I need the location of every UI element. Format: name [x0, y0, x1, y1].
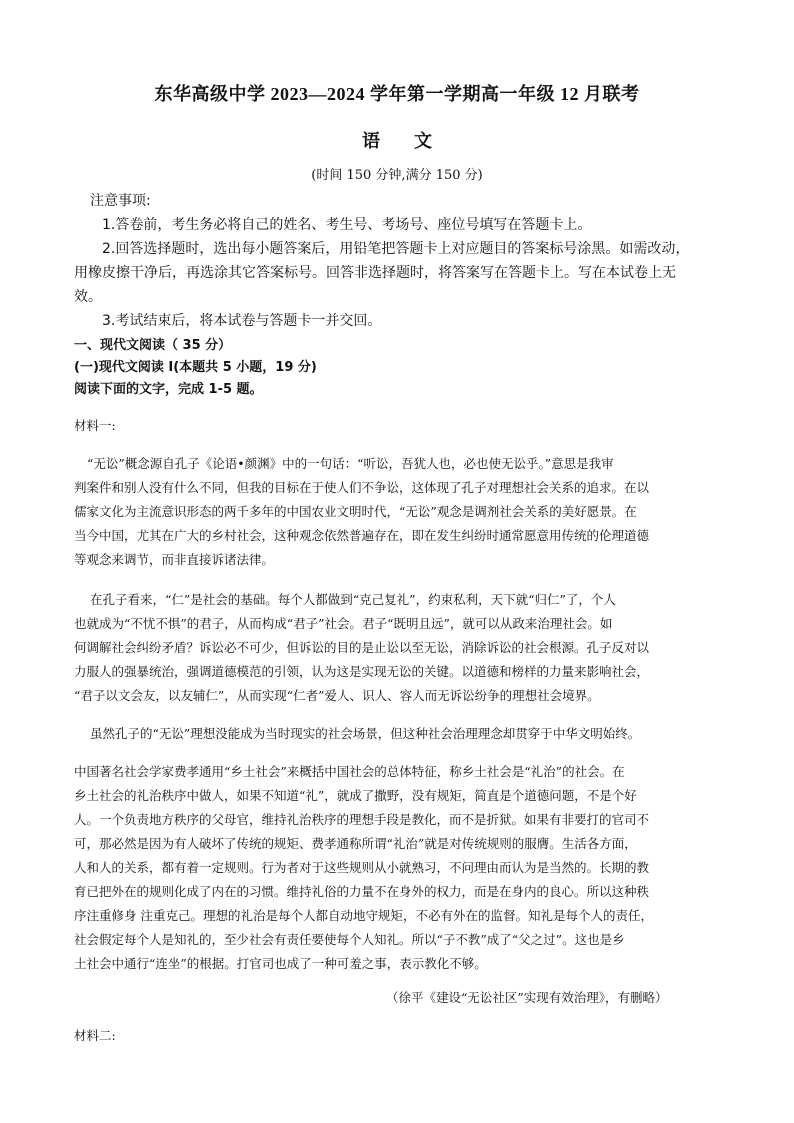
- paragraph-line: 在孔子看来，“仁”是社会的基础。每个人都做到“克己复礼”，约束私利，天下就“归仁”了，个人: [90, 592, 616, 607]
- time-info: (时间 150 分钟,满分 150 分): [311, 168, 483, 183]
- section-instruction: 阅读下面的文字，完成 1-5 题。: [74, 382, 263, 397]
- paragraph-line: 等观念来调节，而非直接诉诸法律。: [74, 552, 275, 567]
- notice-line: 用橡皮擦干净后，再选涂其它答案标号。回答非选择题时，将答案写在答题卡上。写在本试卷上无: [74, 265, 676, 281]
- paragraph-line: 也就成为“不忧不惧”的君子，从而构成“君子”社会。君子“既明且远”，就可以从政来治理社会。如: [74, 616, 613, 631]
- subject-title: 语文: [362, 131, 466, 152]
- paragraph-line: 社会假定每个人是知礼的，至少社会有责任要使每个人知礼。所以“子不教”成了“父之过”。这也是乡: [74, 932, 625, 947]
- paragraph-line: 判案件和别人没有什么不同，但我的目标在于使人们不争讼，这体现了孔子对理想社会关系的追求。在以: [74, 480, 650, 495]
- section-heading: 一、现代文阅读（ 35 分）: [74, 338, 232, 353]
- notice-line: 2.回答选择题时，选出每小题答案后，用铅笔把答题卡上对应题目的答案标号涂黑。如需改动，: [102, 241, 690, 257]
- paragraph-line: 人。一个负责地方秩序的父母官，维持礼治秩序的理想手段是教化，而不是折狱。如果有非要打的官司不: [74, 812, 650, 827]
- paragraph-line: 土社会中通行“连坐”的根据。打官司也成了一种可羞之事，表示教化不够。: [74, 956, 487, 971]
- paragraph-line: 力服人的强暴统治，强调道德模范的引领，认为这是实现无讼的关键。以道德和榜样的力量来影响社会，: [74, 664, 650, 679]
- exam-title: 东华高级中学 2023—2024 学年第一学期高一年级 12 月联考: [154, 84, 640, 104]
- notice-line: 3.考试结束后，将本试卷与答题卡一并交回。: [102, 313, 382, 329]
- paragraph-line: 可，那必然是因为有人破坏了传统的规矩、费孝通称所谓“礼治”就是对传统规则的服膺。生活各方面，: [74, 836, 637, 851]
- material2-label: 材料二:: [74, 1028, 116, 1043]
- paragraph-line: 当今中国，尤其在广大的乡村社会，这种观念依然普遍存在，即在发生纠纷时通常愿意用传统的伦理道德: [74, 528, 650, 543]
- paragraph-line: 虽然孔子的“无讼”理想没能成为当时现实的社会场景，但这种社会治理理念却贯穿于中华文明始终。: [90, 726, 641, 741]
- paragraph-line: 人和人的关系，都有着一定规则。行为者对于这些规则从小就熟习，不问理由而认为是当然的。长期的教: [74, 860, 650, 875]
- paragraph-line: 中国著名社会学家费孝通用“乡土社会”来概括中国社会的总体特征，称乡土社会是“礼治”的社会。在: [74, 764, 625, 779]
- paragraph-line: 何调解社会纠纷矛盾？诉讼必不可少，但诉讼的目的是止讼以至无讼，消除诉讼的社会根源。孔子反对以: [74, 640, 650, 655]
- paragraph-line: 儒家文化为主流意识形态的两千多年的中国农业文明时代，“无讼”观念是调剂社会关系的美好愿景。在: [74, 504, 637, 519]
- material1-source: （徐平《建设“无讼社区”实现有效治理》，有删略）: [386, 990, 668, 1005]
- paragraph-line: 乡土社会的礼治秩序中做人，如果不知道“礼”，就成了撒野，没有规矩，简直是个道德问题，不是个好: [74, 788, 637, 803]
- paragraph-line: 育已把外在的规则化成了内在的习惯。维持礼俗的力量不在身外的权力，而是在身内的良心。所以这种秩: [74, 884, 650, 899]
- notice-line: 1.答卷前，考生务必将自己的姓名、考生号、考场号、座位号填写在答题卡上。: [102, 217, 592, 233]
- paragraph-line: “君子以文会友，以友辅仁”，从而实现“仁者”爱人、识人、容人而无诉讼纷争的理想社会境界。: [74, 688, 600, 703]
- notice-line: 效。: [74, 289, 102, 305]
- section-subheading: (一)现代文阅读 I(本题共 5 小题，19 分): [74, 360, 317, 375]
- paragraph-line: “无讼”概念源自孔子《论语•颜渊》中的一句话：“听讼，吾犹人也，必也使无讼乎。”意思是我审: [87, 456, 614, 471]
- material1-label: 材料一:: [74, 418, 116, 433]
- paragraph-line: 序注重修身 注重克己。理想的礼治是每个人都自动地守规矩，不必有外在的监督。知礼是每个人的责任，: [74, 908, 653, 923]
- notice-heading: 注意事项:: [90, 193, 151, 209]
